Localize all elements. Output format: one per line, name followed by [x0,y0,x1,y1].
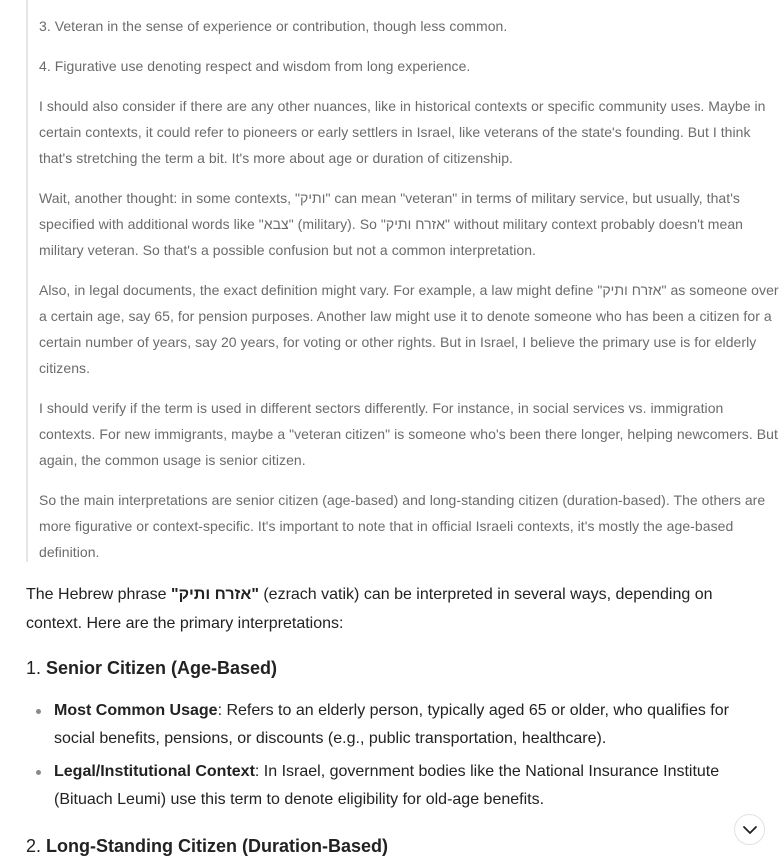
thinking-paragraph: Also, in legal documents, the exact definition might vary. For example, a law might define "אזרח ותיק" as someone over a certain age, say 65, for pension purposes. Another law might use it to denote someone who has been a citizen for a certain number of years, say 20 years, for voting or other rights. But in Israel, I believe the primary use is for elderly citizens. [39,282,779,376]
section-title: Senior Citizen (Age-Based) [46,658,278,678]
bullet-dot [36,709,41,714]
scroll-to-bottom-button[interactable] [734,814,765,845]
intro-prefix: The Hebrew phrase [26,586,171,603]
senior-citizen-bullets [26,697,746,819]
list-item [26,758,746,814]
section-number: 2. [26,836,47,856]
bullet-term: Most Common Usage [54,702,218,719]
answer-intro [26,580,741,638]
chevron-down-icon [742,825,758,835]
intro-suffix: (ezrach vatik) can be interpreted in several ways, depending on context. Here are the primary interpretations: [26,586,713,632]
thinking-paragraph: 4. Figurative use denoting respect and wisdom from long experience. [39,58,471,74]
section-heading-senior-citizen [26,655,746,681]
bullet-term: Legal/Institutional Context [54,763,255,780]
bullet-text: : In Israel, government bodies like the National Insurance Institute (Bituach Leumi) use this term to denote eligibility for old-age benefits. [54,763,720,808]
thinking-block [26,0,781,562]
section-title: Long-Standing Citizen (Duration-Based) [46,836,388,856]
section-number: 1. [26,658,47,678]
hebrew-phrase: "אזרח ותיק" [170,586,259,603]
bullet-dot [36,770,41,775]
thinking-paragraph: Wait, another thought: in some contexts, "ותיק" can mean "veteran" in terms of military service, but usually, that's specified with additional words like "צבא" (military). So "אזרח ותיק" without military context probably doesn't mean military veteran. So that's a possible confusion but not a common interpretation. [39,190,744,258]
thinking-paragraph: 3. Veteran in the sense of experience or contribution, though less common. [39,18,508,34]
list-item [26,697,746,753]
bullet-text: : Refers to an elderly person, typically aged 65 or older, who qualifies for social benefits, pensions, or discounts (e.g., public transportation, healthcare). [54,702,729,747]
thinking-paragraph: So the main interpretations are senior citizen (age-based) and long-standing citizen (duration-based). The others are more figurative or context-specific. It's important to note that in official Israeli contexts, it's mostly the age-based definition. [39,492,766,560]
thinking-paragraph: I should also consider if there are any other nuances, like in historical contexts or specific community uses. Maybe in certain contexts, it could refer to pioneers or early settlers in Israel, like veterans of the state's founding. But I think that's stretching the term a bit. It's more about age or duration of citizenship. [39,98,766,166]
thinking-paragraph: I should verify if the term is used in different sectors differently. For instance, in social services vs. immigration contexts. For new immigrants, maybe a "veteran citizen" is someone who's been there longer, helping newcomers. But again, the common usage is senior citizen. [39,400,778,468]
section-heading-long-standing-citizen [26,833,746,859]
